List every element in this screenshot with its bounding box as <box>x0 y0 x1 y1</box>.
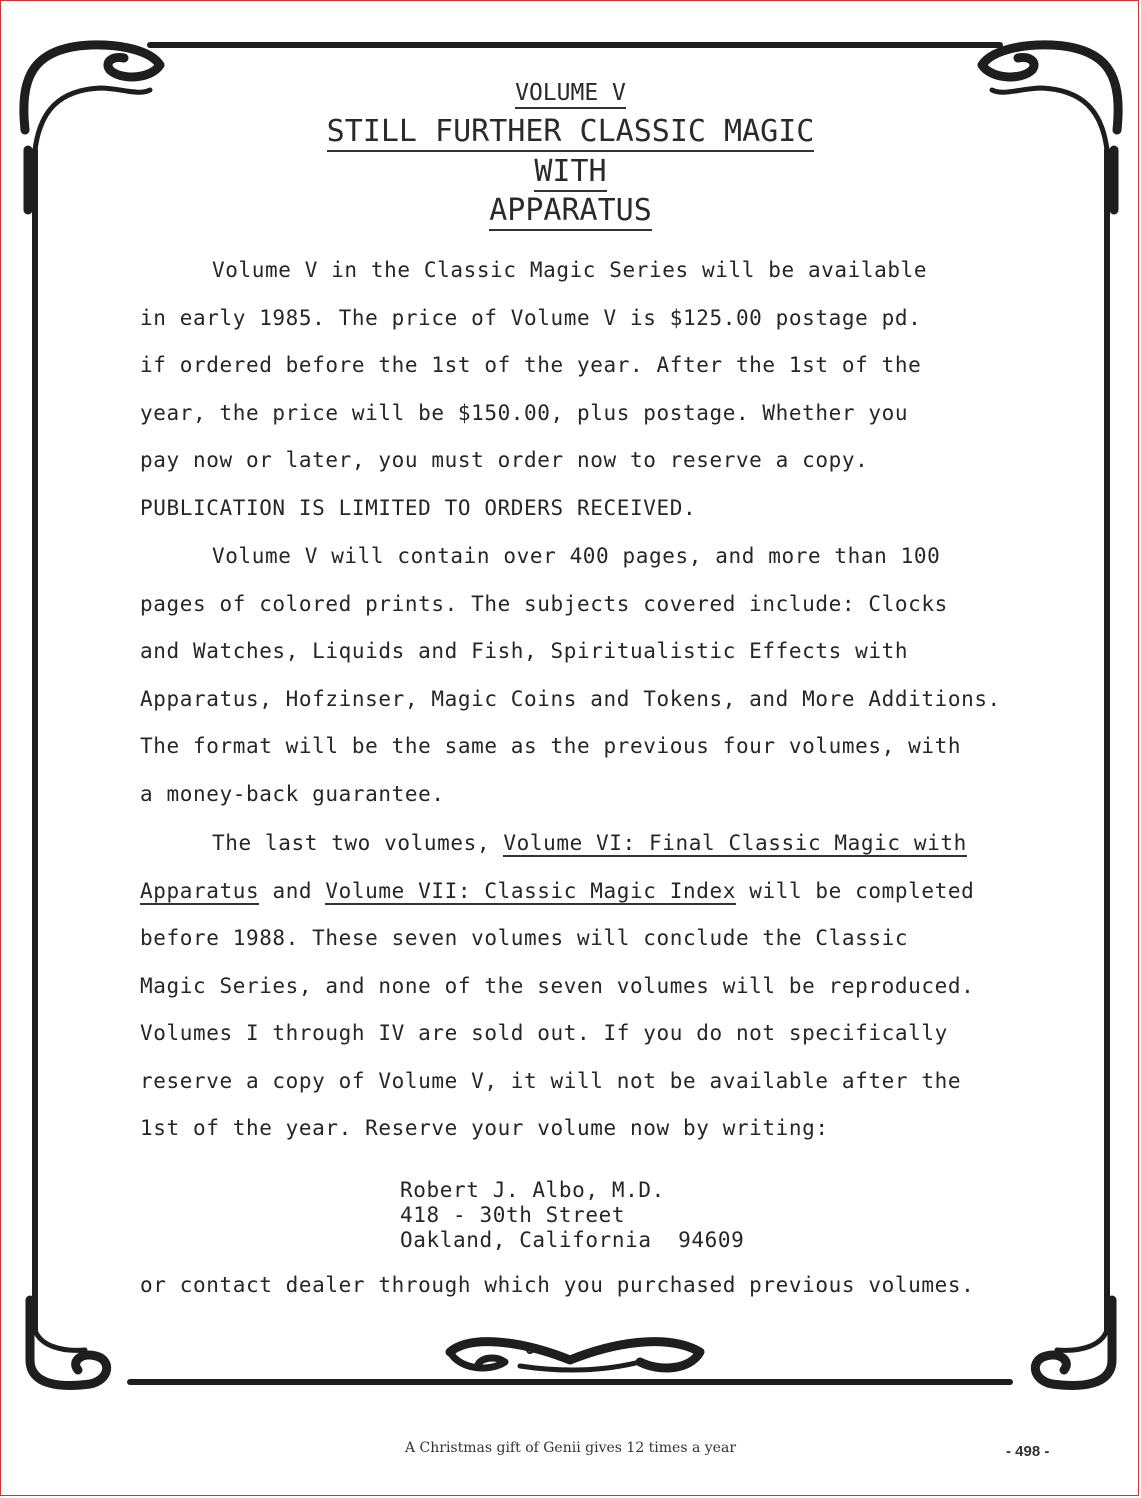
paragraph-line: in early 1985. The price of Volume V is $125.00 postage pd. <box>140 305 922 330</box>
title-line-3 <box>0 193 1141 228</box>
paragraph-line: PUBLICATION IS LIMITED TO ORDERS RECEIVED. <box>140 495 697 520</box>
paragraph-line: before 1988. These seven volumes will conclude the Classic <box>140 926 909 950</box>
paragraph-availability <box>140 247 1080 532</box>
title-line-2 <box>0 154 1141 189</box>
paragraph-contents <box>140 533 1080 818</box>
volume-vi-title: Volume VI: Final Classic Magic with <box>503 831 967 855</box>
address-name: Robert J. Albo, M.D. <box>400 1178 665 1202</box>
paragraph-line: Volume V will contain over 400 pages, and more than 100 <box>212 544 941 568</box>
paragraph-line: and Watches, Liquids and Fish, Spiritualistic Effects with <box>140 639 909 663</box>
volume-vi-title-continued: Apparatus <box>140 878 260 903</box>
paragraph-line: a money-back guarantee. <box>140 781 445 806</box>
volume-heading <box>0 80 1141 106</box>
paragraph-line: Volume V in the Classic Magic Series will be available <box>212 258 928 282</box>
title-line-2-text: WITH <box>534 154 606 192</box>
paragraph-line: pay now or later, you must order now to reserve a copy. <box>140 448 869 472</box>
paragraph-line: The format will be the same as the previous four volumes, with <box>140 734 962 758</box>
paragraph-line <box>140 868 1080 916</box>
paragraph-line: if ordered before the 1st of the year. After the 1st of the <box>140 353 922 377</box>
paragraph-line: year, the price will be $150.00, plus postage. Whether you <box>140 400 909 425</box>
paragraph-line: Volumes I through IV are sold out. If you do not specifically <box>140 1021 948 1045</box>
volume-vii-title: Volume VII: Classic Magic Index <box>325 878 736 903</box>
title-line-1 <box>0 114 1141 149</box>
paragraph-line: Apparatus, Hofzinser, Magic Coins and Tokens, and More Additions. <box>140 686 1001 711</box>
address-street: 418 - 30th Street <box>400 1203 626 1227</box>
connector: and <box>259 878 326 903</box>
paragraph-line: reserve a copy of Volume V, it will not be available after the <box>140 1068 962 1093</box>
closing-line: or contact dealer through which you purchased previous volumes. <box>140 1273 975 1297</box>
paragraph-line: Magic Series, and none of the seven volumes will be reproduced. <box>140 973 975 998</box>
paragraph-future-volumes <box>140 820 1080 1153</box>
volume-heading-text: VOLUME V <box>515 80 626 109</box>
paragraph-line: 1st of the year. Reserve your volume now by writing: <box>140 1116 829 1140</box>
title-line-1-text: STILL FURTHER CLASSIC MAGIC <box>327 114 815 152</box>
address-city: Oakland, California 94609 <box>400 1228 745 1252</box>
line-prefix: The last two volumes, <box>212 831 504 855</box>
paragraph-line: pages of colored prints. The subjects covered include: Clocks <box>140 591 948 616</box>
title-line-3-text: APPARATUS <box>489 193 652 231</box>
paragraph-line <box>140 820 1080 868</box>
mailing-address <box>400 1178 744 1253</box>
line-suffix: will be completed <box>735 878 975 903</box>
page-number: - 498 - <box>1006 1443 1050 1460</box>
footer-tagline: A Christmas gift of Genii gives 12 times a year <box>404 1440 737 1456</box>
